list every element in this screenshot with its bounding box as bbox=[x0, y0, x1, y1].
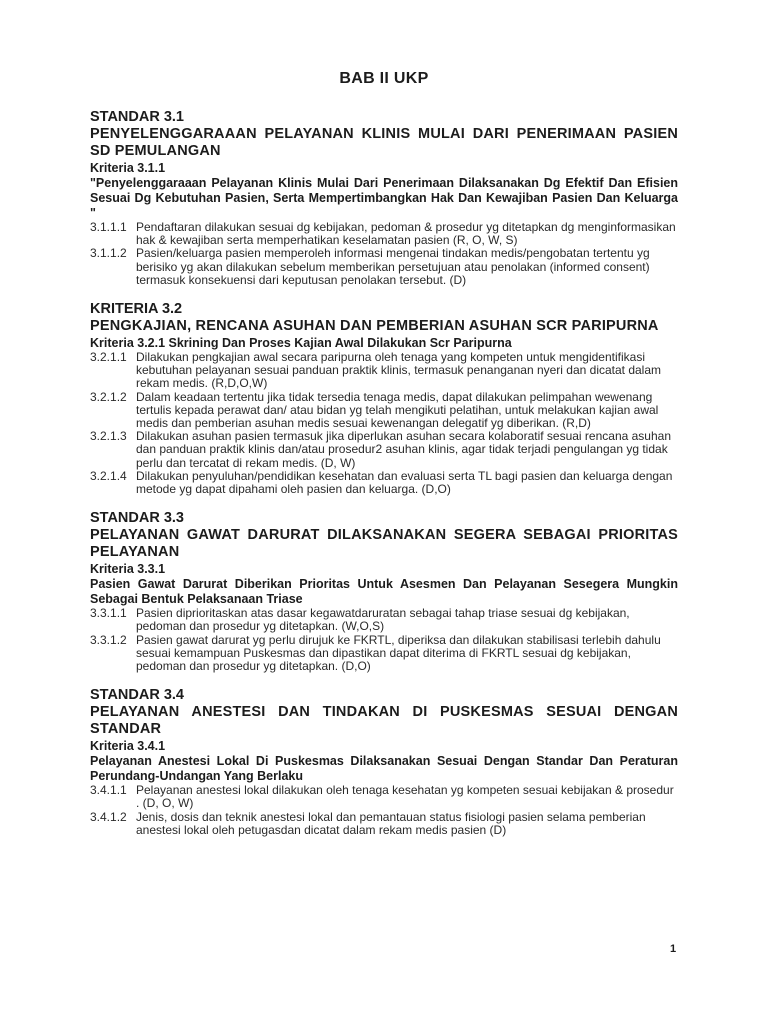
criteria-title: "Penyelenggaraaan Pelayanan Klinis Mulai Dari Penerimaan Dilaksanakan Dg Efektif Dan Efisien Sesuai Dg Kebutuhan Pasien, Serta Mempertimbangkan Hak Dan Kewajiban Pasien Dan Keluarga " bbox=[90, 176, 678, 220]
criteria-item bbox=[90, 391, 678, 431]
standard-title: PENGKAJIAN, RENCANA ASUHAN DAN PEMBERIAN ASUHAN SCR PARIPURNA bbox=[90, 318, 659, 335]
item-number: 3.4.1.1 bbox=[90, 783, 127, 798]
item-number: 3.1.1.2 bbox=[90, 246, 127, 261]
criteria-item-list bbox=[90, 221, 678, 287]
standard-title: PENYELENGGARAAAN PELAYANAN KLINIS MULAI DARI PENERIMAAN PASIEN SD PEMULANGAN bbox=[90, 126, 678, 159]
item-text: Dalam keadaan tertentu jika tidak tersedia tenaga medis, dapat dilakukan pelimpahan wewenang tertulis kepada perawat dan/ atau bidan yg telah mengikuti pelatihan, untuk melakukan kajian awal medis dan pemberian asuhan medis sesuai kewenangan delegatif yg diberikan. (R,D) bbox=[136, 389, 659, 431]
criteria-item bbox=[90, 221, 678, 247]
criteria-title: Pelayanan Anestesi Lokal Di Puskesmas Dilaksanakan Sesuai Dengan Standar Dan Peraturan Perundang-Undangan Yang Berlaku bbox=[90, 754, 678, 784]
item-text: Dilakukan penyuluhan/pendidikan kesehatan dan evaluasi serta TL bagi pasien dan keluarga dengan metode yg dapat dipahami oleh pasien dan keluarga. (D,O) bbox=[136, 468, 673, 497]
page-number: 1 bbox=[670, 943, 677, 955]
standard-section bbox=[90, 301, 678, 496]
criteria-item bbox=[90, 811, 678, 837]
criteria-item bbox=[90, 351, 678, 391]
criteria-item bbox=[90, 470, 678, 496]
criteria-item-list bbox=[90, 784, 678, 837]
criteria-item-list bbox=[90, 607, 678, 673]
criteria-label: Kriteria 3.4.1 bbox=[90, 739, 166, 754]
criteria-item bbox=[90, 784, 678, 810]
standard-label: KRITERIA 3.2 bbox=[90, 301, 183, 318]
criteria-label: Kriteria 3.1.1 bbox=[90, 161, 166, 175]
item-text: Jenis, dosis dan teknik anestesi lokal dan pemantauan status fisiologi pasien selama pemberian anestesi lokal oleh petugasdan dicatat dalam rekam medis pasien (D) bbox=[136, 809, 646, 837]
standard-title: PELAYANAN GAWAT DARURAT DILAKSANAKAN SEGERA SEBAGAI PRIORITAS PELAYANAN bbox=[90, 527, 678, 561]
item-number: 3.2.1.3 bbox=[90, 429, 127, 444]
criteria-title: Pasien Gawat Darurat Diberikan Prioritas Untuk Asesmen Dan Pelayanan Sesegera Mungkin Sebagai Bentuk Pelaksanaan Triase bbox=[90, 577, 678, 607]
standard-title: PELAYANAN ANESTESI DAN TINDAKAN DI PUSKESMAS SESUAI DENGAN STANDAR bbox=[90, 704, 678, 738]
standard-label: STANDAR 3.3 bbox=[90, 510, 184, 527]
document-page bbox=[90, 70, 678, 851]
item-number: 3.3.1.1 bbox=[90, 606, 127, 621]
item-text: Dilakukan pengkajian awal secara paripurna oleh tenaga yang kompeten untuk mengidentifikasi kebutuhan pelayanan sesuai panduan praktik klinis, termasuk penanganan nyeri dan dicatat dalam rekam medis. (R,D,O,W) bbox=[136, 350, 662, 391]
standard-section bbox=[90, 510, 678, 673]
item-number: 3.2.1.1 bbox=[90, 350, 127, 365]
item-text: Pelayanan anestesi lokal dilakukan oleh tenaga kesehatan yg kompeten sesuai kebijakan & prosedur . (D, O, W) bbox=[136, 783, 674, 811]
item-text: Pasien diprioritaskan atas dasar kegawatdaruratan sebagai tahap triase sesuai dg kebijakan, pedoman dan prosedur yg ditetapkan. (W,O,S) bbox=[136, 606, 630, 634]
standard-section bbox=[90, 109, 678, 287]
item-number: 3.2.1.2 bbox=[90, 389, 127, 404]
item-text: Pasien gawat darurat yg perlu dirujuk ke FKRTL, diperiksa dan dilakukan stabilisasi terlebih dahulu sesuai kemampuan Puskesmas dan dipastikan dapat diterima di FKRTL sesuai dg kebijakan, pedoman dan prosedur yg ditetapkan. (D,O) bbox=[136, 632, 661, 674]
criteria-item bbox=[90, 607, 678, 633]
criteria-item bbox=[90, 247, 678, 287]
criteria-item bbox=[90, 430, 678, 470]
standard-label: STANDAR 3.1 bbox=[90, 109, 184, 125]
standard-section bbox=[90, 687, 678, 837]
standard-label: STANDAR 3.4 bbox=[90, 687, 184, 704]
criteria-item-list bbox=[90, 351, 678, 496]
item-text: Dilakukan asuhan pasien termasuk jika diperlukan asuhan secara kolaboratif sesuai rencana asuhan dan panduan praktik klinis dan/atau prosedur2 asuhan klinis, agar tidak terjadi pengulangan yg tidak perlu dan tercatat di rekam medis. (D, W) bbox=[136, 429, 671, 470]
item-number: 3.4.1.2 bbox=[90, 809, 127, 824]
item-number: 3.3.1.2 bbox=[90, 632, 127, 647]
sections-container bbox=[90, 109, 678, 837]
item-text: Pasien/keluarga pasien memperoleh informasi mengenai tindakan medis/pengobatan tertentu yg berisiko yg akan dilakukan sebelum memberikan persetujuan atau penolakan (informed consent) termasuk konsekuensi dari keputusan penolakan tersebut. (D) bbox=[136, 246, 650, 287]
item-text: Pendaftaran dilakukan sesuai dg kebijakan, pedoman & prosedur yg ditetapkan dg menginformasikan hak & kewajiban serta memperhatikan keselamatan pasien (R, O, W, S) bbox=[136, 220, 676, 248]
criteria-label: Kriteria 3.3.1 bbox=[90, 562, 166, 577]
document-title: BAB II UKP bbox=[339, 70, 429, 87]
criteria-item bbox=[90, 634, 678, 674]
item-number: 3.1.1.1 bbox=[90, 220, 127, 234]
item-number: 3.2.1.4 bbox=[90, 468, 127, 483]
criteria-label: Kriteria 3.2.1 Skrining Dan Proses Kajian Awal Dilakukan Scr Paripurna bbox=[90, 336, 512, 351]
